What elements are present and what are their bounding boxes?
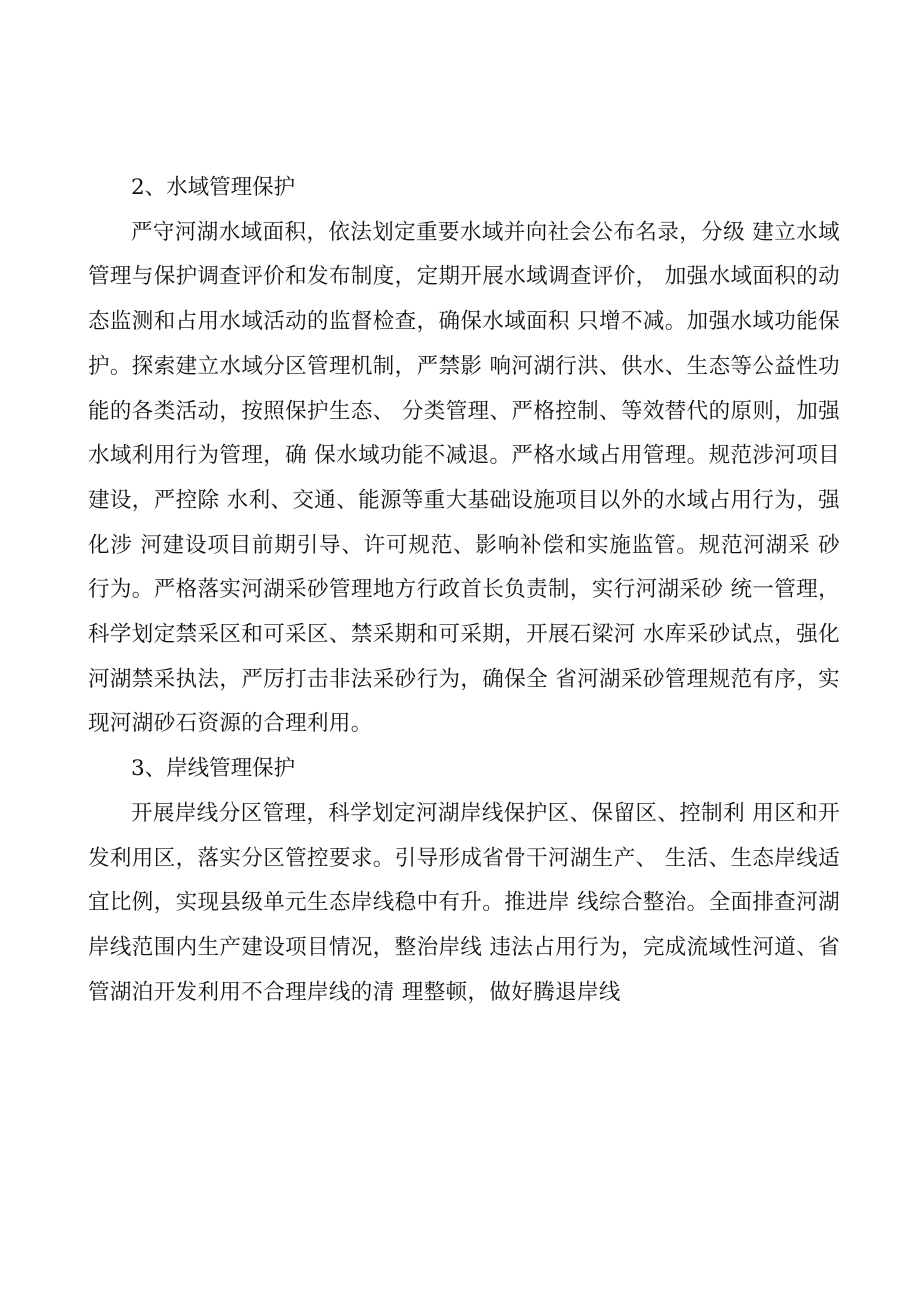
section-body: 严守河湖水域面积，依法划定重要水域并向社会公布名录，分级 建立水域管理与保护调查评价和发布制度，定期开展水域调查评价， 加强水域面积的动态监测和占用水域活动的监督检查，确保水域面积 只增不减。加强水域功能保护。探索建立水域分区管理机制，严禁影 响河湖行洪、供水、生态等公益性功能的各类活动，按照保护生态、 分类管理、严格控制、等效替代的原则，加强水域利用行为管理，确 保水域功能不减退。严格水域占用管理。规范涉河项目建设，严控除 水利、交通、能源等重大基础设施项目以外的水域占用行为，强化涉 河建设项目前期引导、许可规范、影响补偿和实施监管。规范河湖采 砂行为。严格落实河湖采砂管理地方行政首长负责制，实行河湖采砂 统一管理，科学划定禁采区和可采区、禁采期和可采期，开展石梁河 水库采砂试点，强化河湖禁采执法，严厉打击非法采砂行为，确保全 省河湖采砂管理规范有序，实现河湖砂石资源的合理利用。 (88, 219, 840, 737)
section-heading: 2、水域管理保护 (131, 175, 296, 200)
document-page (88, 166, 840, 1015)
section-water-area (88, 166, 840, 747)
section-heading: 3、岸线管理保护 (131, 756, 296, 782)
section-body: 开展岸线分区管理，科学划定河湖岸线保护区、保留区、控制利 用区和开发利用区，落实分区管控要求。引导形成省骨干河湖生产、 生活、生态岸线适宜比例，实现县级单元生态岸线稳中有升。推进岸 线综合整治。全面排查河湖岸线范围内生产建设项目情况，整治岸线 违法占用行为，完成流域性河道、省管湖泊开发利用不合理岸线的清 理整顿，做好腾退岸线 (88, 800, 840, 1005)
section-shoreline (88, 747, 840, 1015)
